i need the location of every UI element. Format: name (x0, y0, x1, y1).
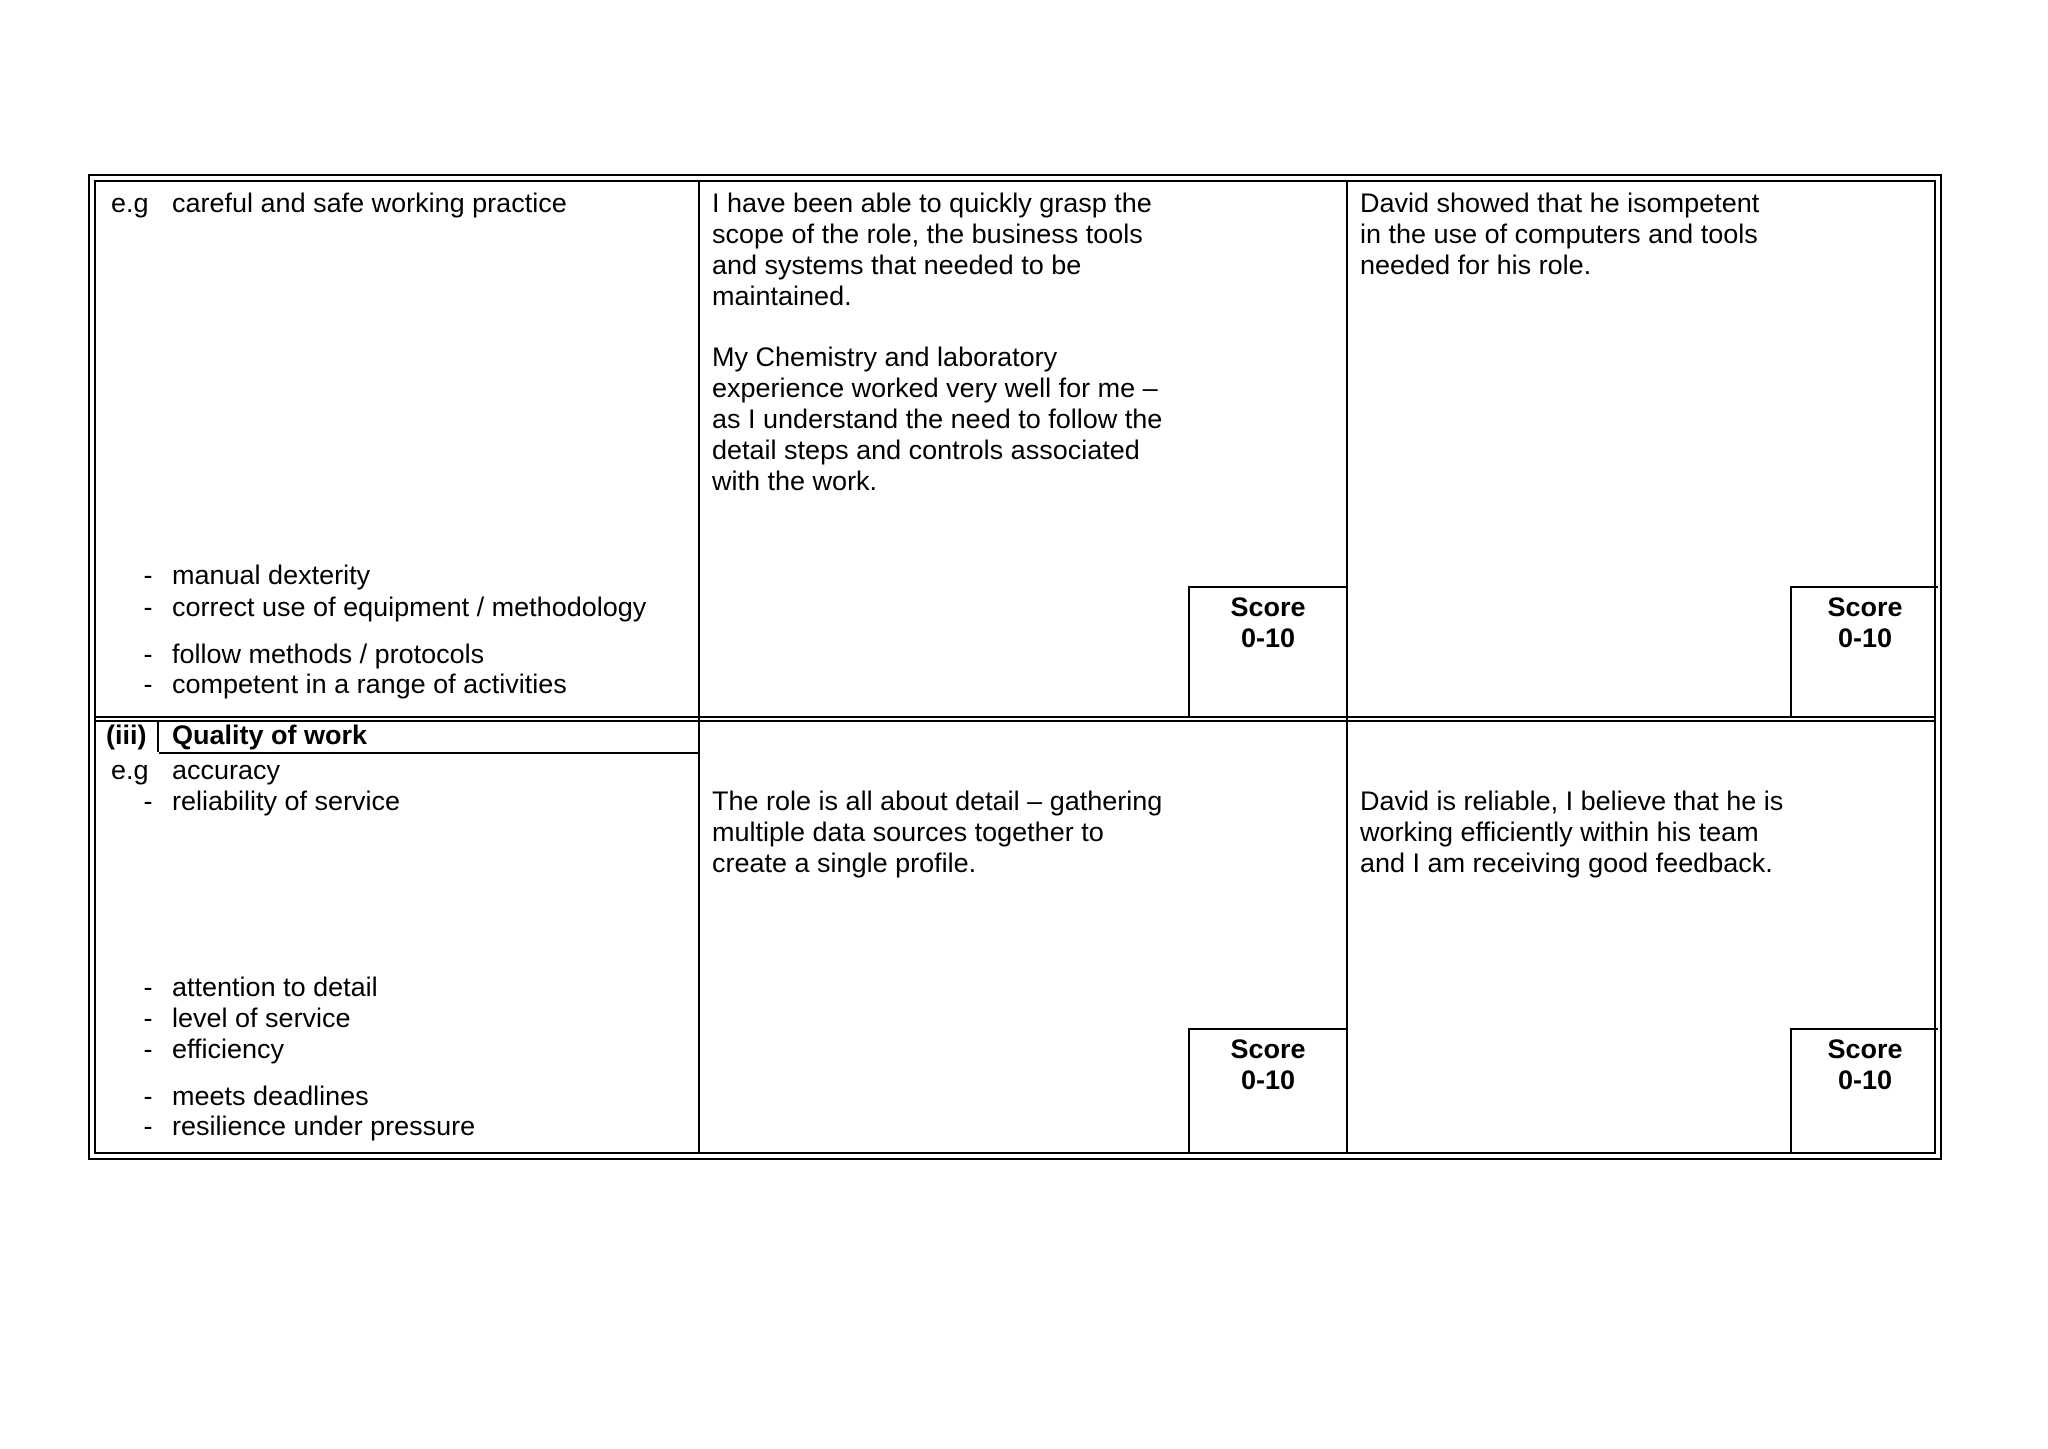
self-score-box[interactable] (1188, 586, 1346, 716)
score-label: Score (1827, 1034, 1903, 1064)
list-bullet: - (143, 669, 153, 699)
list-bullet: - (143, 1111, 153, 1141)
row-separator (96, 716, 1934, 722)
assessment-table (88, 174, 1942, 1160)
column-divider-criteria (698, 182, 700, 1152)
list-bullet: - (143, 972, 153, 1002)
heading-underline (159, 752, 698, 754)
list-bullet: - (143, 639, 153, 669)
manager-comment: David showed that he isompetent in the use of computers and tools needed for his role. (1360, 188, 1760, 280)
list-item: manual dexterity (172, 560, 371, 590)
score-label: Score (1827, 592, 1903, 622)
criteria-first-item: careful and safe working practice (172, 188, 567, 218)
list-item: level of service (172, 1003, 351, 1033)
self-comment-paragraph: I have been able to quickly grasp the scope of the role, the business tools and systems that needed to be maintained. (712, 188, 1152, 311)
list-item: meets deadlines (172, 1081, 369, 1111)
number-divider (157, 722, 159, 752)
score-range: 0-10 (1240, 623, 1296, 653)
list-item: reliability of service (172, 786, 401, 816)
list-item: efficiency (172, 1034, 285, 1064)
assessment-table-inner (94, 180, 1936, 1154)
list-bullet: - (143, 560, 153, 590)
section-number: (iii) (106, 720, 147, 750)
manager-score-box[interactable] (1790, 586, 1938, 716)
self-score-box[interactable] (1188, 1028, 1346, 1152)
list-item: follow methods / protocols (172, 639, 485, 669)
eg-label: e.g (111, 188, 149, 218)
score-range: 0-10 (1837, 1065, 1893, 1095)
score-range: 0-10 (1240, 1065, 1296, 1095)
list-item: competent in a range of activities (172, 669, 567, 699)
eg-label: e.g (111, 755, 149, 785)
list-bullet: - (143, 592, 153, 622)
self-comment-paragraph: My Chemistry and laboratory experience worked very well for me – as I understand the need to follow the detail steps and controls associated with the work. (712, 342, 1163, 496)
score-label: Score (1230, 1034, 1306, 1064)
score-range: 0-10 (1837, 623, 1893, 653)
list-item: correct use of equipment / methodology (172, 592, 647, 622)
self-comment: The role is all about detail – gathering multiple data sources together to create a single profile. (712, 786, 1163, 878)
score-label: Score (1230, 592, 1306, 622)
list-item: attention to detail (172, 972, 378, 1002)
column-divider-self (1346, 182, 1348, 1152)
manager-score-box[interactable] (1790, 1028, 1938, 1152)
manager-comment: David is reliable, I believe that he is working efficiently within his team and I am receiving good feedback. (1360, 786, 1784, 878)
list-bullet: - (143, 1081, 153, 1111)
list-item: resilience under pressure (172, 1111, 476, 1141)
list-bullet: - (143, 1034, 153, 1064)
criteria-first-item: accuracy (172, 755, 281, 785)
section-heading: Quality of work (172, 720, 368, 750)
list-bullet: - (143, 1003, 153, 1033)
list-bullet: - (143, 786, 153, 816)
